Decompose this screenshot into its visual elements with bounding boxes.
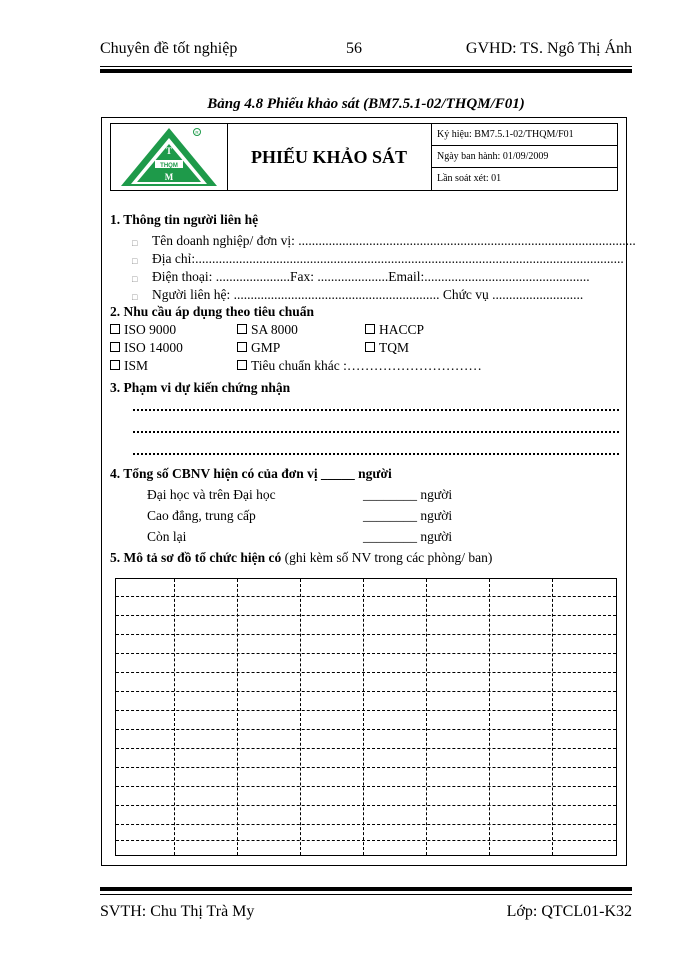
address-field[interactable]: Địa chỉ:............................................................................................................................... [152,251,624,266]
staff-row-label: Đại học và trên Đại học [147,487,276,502]
checkbox-iso14000[interactable]: ISO 14000 [110,340,183,356]
checkbox-icon[interactable] [365,324,375,334]
meta-code: Ký hiệu: BM7.5.1-02/THQM/F01 [431,124,617,146]
logo-cell [111,124,228,190]
svg-text:R: R [195,130,199,135]
scope-line-1[interactable] [133,409,619,411]
checkbox-icon[interactable] [110,324,120,334]
checkbox-icon[interactable] [237,360,247,370]
section2-heading: 2. Nhu cầu áp dụng theo tiêu chuẩn [110,304,315,319]
bullet-icon: □ [132,292,138,302]
logo-text: THQM [160,163,178,169]
org-chart-grid[interactable] [115,578,617,856]
form-header-table [110,123,618,191]
checkbox-icon[interactable] [110,360,120,370]
svg-text:M: M [164,172,174,182]
checkbox-icon[interactable] [237,324,247,334]
checkbox-iso9000[interactable]: ISO 9000 [110,322,176,338]
meta-revision: Lần soát xét: 01 [437,173,502,184]
checkbox-icon[interactable] [365,342,375,352]
meta-issue-date: Ngày ban hành: 01/09/2009 [431,146,617,168]
company-name-field[interactable]: Tên doanh nghiệp/ đơn vị: .................................................................................................... [152,233,636,248]
section3-heading: 3. Phạm vi dự kiến chứng nhận [110,380,291,395]
scope-line-2[interactable] [133,431,619,433]
section4-heading: 4. Tổng số CBNV hiện có của đơn vị _____ người [110,466,392,481]
scope-line-3[interactable] [133,453,619,455]
section5-heading: 5. Mô tả sơ đồ tổ chức hiện có (ghi kèm số NV trong các phòng/ ban) [110,550,493,565]
phone-fax-email-field[interactable]: Điện thoại: ......................Fax: .....................Email:................................................. [152,269,590,284]
checkbox-ism[interactable]: ISM [110,358,148,374]
checkbox-icon[interactable] [110,342,120,352]
footer-left: SVTH: Chu Thị Trà My [100,903,255,920]
bullet-icon: □ [132,238,138,248]
checkbox-haccp[interactable]: HACCP [365,322,424,338]
bullet-icon: □ [132,256,138,266]
header-right: GVHD: TS. Ngô Thị Ánh [465,40,632,57]
form-title: PHIẾU KHẢO SÁT [227,124,432,190]
page-number: 56 [346,40,362,57]
table-caption: Bảng 4.8 Phiếu khảo sát (BM7.5.1-02/THQM/F01) [207,96,525,112]
staff-row-value[interactable]: ________ người [363,529,453,544]
checkbox-sa8000[interactable]: SA 8000 [237,322,298,338]
footer-right: Lớp: QTCL01-K32 [506,903,632,920]
staff-row-label: Cao đẳng, trung cấp [147,508,256,523]
checkbox-gmp[interactable]: GMP [237,340,280,356]
checkbox-other-standard[interactable]: Tiêu chuẩn khác :………………………… [237,358,482,374]
header-left: Chuyên đề tốt nghiệp [100,40,238,57]
staff-row-value[interactable]: ________ người [363,487,453,502]
contact-person-field[interactable]: Người liên hệ: ............................................................. Chức vụ ........................... [152,287,584,302]
staff-row-label: Còn lại [147,529,187,544]
checkbox-tqm[interactable]: TQM [365,340,409,356]
header-rule-thin [100,66,632,67]
checkbox-icon[interactable] [237,342,247,352]
thqm-logo [111,124,227,190]
footer-rule-thick [100,887,632,891]
section1-heading: 1. Thông tin người liên hệ [110,212,259,227]
bullet-icon: □ [132,274,138,284]
header-rule-thick [100,69,632,73]
svg-text:T: T [165,146,173,156]
staff-row-value[interactable]: ________ người [363,508,453,523]
footer-rule-thin [100,894,632,895]
